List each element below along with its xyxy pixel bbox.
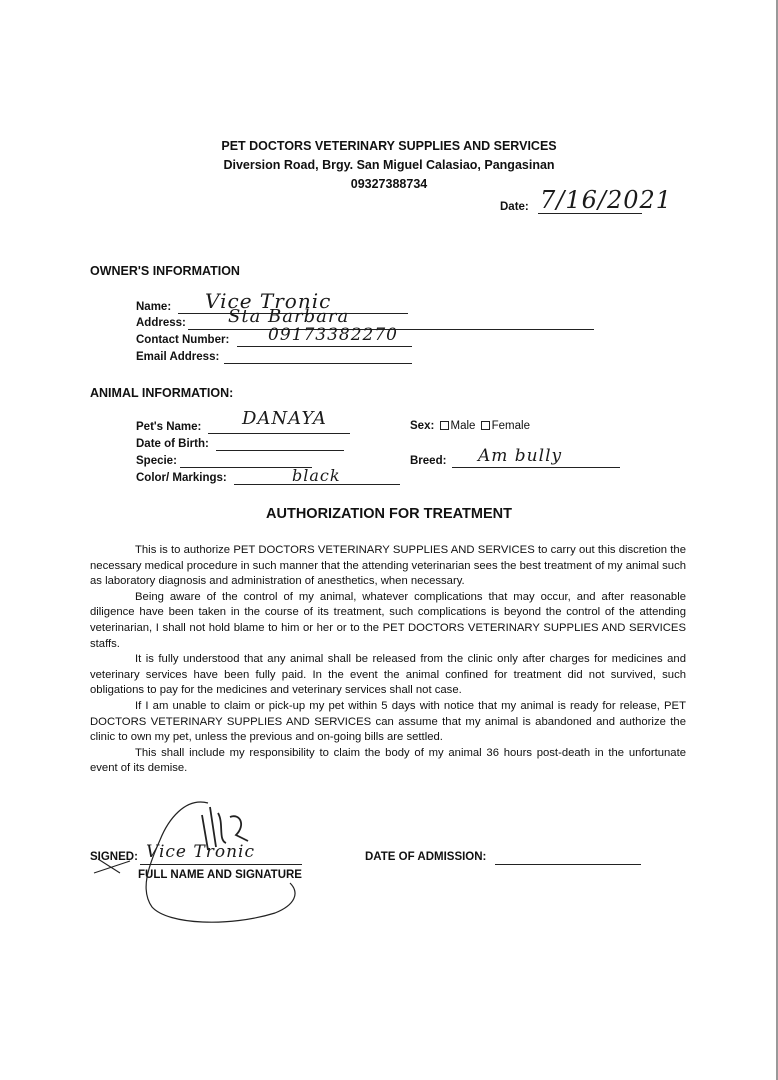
- breed-label: Breed:: [410, 455, 447, 467]
- pet-name-line: [208, 433, 350, 434]
- owner-name-value: Vice Tronic: [205, 289, 332, 313]
- date-label: Date:: [500, 201, 529, 213]
- owner-heading: OWNER'S INFORMATION: [90, 264, 240, 278]
- org-name: PET DOCTORS VETERINARY SUPPLIES AND SERVICES: [221, 139, 557, 153]
- owner-email-label: Email Address:: [136, 351, 220, 363]
- owner-address-label: Address:: [136, 317, 186, 329]
- auth-paragraph: If I am unable to claim or pick-up my pet within 5 days with notice that my animal is ready for release, PET DOCTORS VETERINARY SUPPLIES AND SERVICES can assume that my animal is abandoned and authorize the clinic to own my pet, unless the previous and on-going bills are settled.: [90, 699, 686, 744]
- auth-body: [90, 543, 686, 777]
- female-label: Female: [491, 420, 530, 432]
- signature-scribble: [90, 795, 330, 930]
- sex-field: [410, 420, 530, 432]
- signed-value: Vice Tronic: [146, 842, 256, 862]
- auth-paragraph: This shall include my responsibility to claim the body of my animal 36 hours post-death in the unfortunate event of its demise.: [90, 746, 686, 775]
- male-checkbox[interactable]: [440, 421, 449, 430]
- specie-label: Specie:: [136, 455, 177, 467]
- color-label: Color/ Markings:: [136, 472, 227, 484]
- animal-heading: ANIMAL INFORMATION:: [90, 386, 234, 400]
- breed-line: [452, 467, 620, 468]
- owner-contact-value: 09173382270: [268, 325, 398, 345]
- pet-name-label: Pet's Name:: [136, 421, 202, 433]
- owner-address-value: Sta Barbara: [228, 306, 350, 327]
- breed-value: Am bully: [478, 446, 563, 466]
- auth-paragraph: This is to authorize PET DOCTORS VETERINARY SUPPLIES AND SERVICES to carry out this discretion the necessary medical procedure in such manner that the attending veterinarian sees the best treatment of my animal such as laboratory diagnosis and administration of anesthetics, when necessary.: [90, 544, 686, 588]
- female-checkbox[interactable]: [481, 421, 490, 430]
- org-phone: 09327388734: [350, 177, 428, 191]
- owner-contact-label: Contact Number:: [136, 334, 230, 346]
- dob-line: [216, 450, 344, 451]
- owner-contact-line: [237, 346, 412, 347]
- color-value: black: [292, 466, 341, 485]
- sex-label: Sex:: [410, 420, 435, 432]
- male-label: Male: [450, 420, 476, 432]
- date-value: 7/16/2021: [540, 186, 673, 214]
- admission-label: DATE OF ADMISSION:: [365, 851, 487, 863]
- owner-name-label: Name:: [136, 301, 172, 313]
- auth-paragraph: Being aware of the control of my animal, whatever complications that may occur, and after reasonable diligence have been taken in the course of its treatment, such complications is beyond the control of the attending veterinarian, I shall not hold blame to him or her or to the PET DOCTORS VETERINARY SUPPLIES AND SERVICES staffs.: [90, 590, 686, 650]
- auth-title: AUTHORIZATION FOR TREATMENT: [266, 506, 512, 522]
- auth-paragraph: It is fully understood that any animal shall be released from the clinic only after charges for medicines and veterinary services have been fully paid. In the event the animal confined for treatment did not survived, such obligations to pay for the medicines and veterinary services shall not case.: [90, 653, 686, 697]
- dob-label: Date of Birth:: [136, 438, 209, 450]
- signature-caption: FULL NAME AND SIGNATURE: [138, 869, 302, 881]
- admission-line: [495, 864, 641, 865]
- pet-name-value: DANAYA: [242, 408, 327, 429]
- owner-email-line: [224, 363, 412, 364]
- signed-label: SIGNED:: [90, 851, 138, 863]
- org-address: Diversion Road, Brgy. San Miguel Calasiao, Pangasinan: [223, 158, 555, 172]
